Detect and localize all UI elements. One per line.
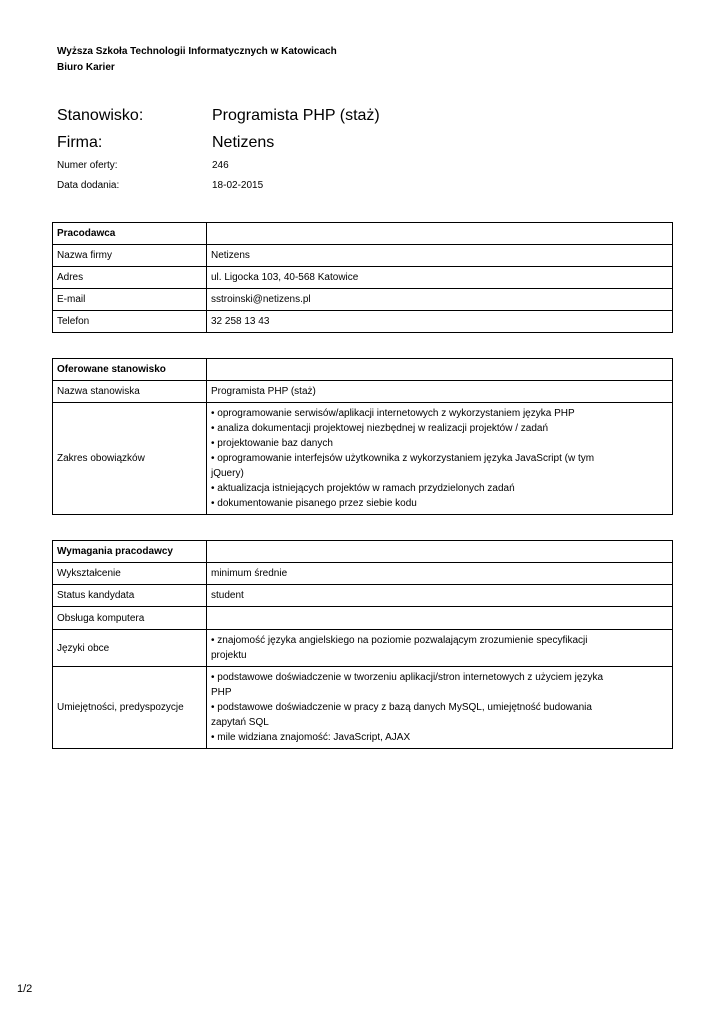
table-row: [53, 630, 673, 667]
list-item: • dokumentowanie pisanego przez siebie kodu: [211, 498, 417, 509]
list-item: • projektowanie baz danych: [211, 438, 333, 449]
list-item: • oprogramowanie serwisów/aplikacji internetowych z wykorzystaniem języka PHP: [211, 408, 575, 419]
company-name-label: Nazwa firmy: [53, 245, 207, 267]
duties-list: [207, 403, 673, 515]
requirements-heading: Wymagania pracodawcy: [53, 541, 207, 563]
phone-label: Telefon: [53, 311, 207, 333]
requirements-heading-empty: [207, 541, 673, 563]
position-name-label: Nazwa stanowiska: [53, 381, 207, 403]
table-row: [53, 585, 673, 607]
address-label: Adres: [53, 267, 207, 289]
offer-number-value: 246: [212, 160, 229, 171]
address-value: ul. Ligocka 103, 40-568 Katowice: [207, 267, 673, 289]
offered-position-heading: Oferowane stanowisko: [53, 359, 207, 381]
table-row: [53, 607, 673, 630]
table-row: [53, 245, 673, 267]
company-value: Netizens: [212, 134, 275, 151]
position-label: Stanowisko:: [57, 107, 144, 124]
org-header: [57, 44, 337, 76]
table-row: [53, 267, 673, 289]
school-name: Wyższa Szkoła Technologii Informatycznych w Katowicach: [57, 46, 337, 57]
list-item: projektu: [211, 650, 247, 661]
employer-table: [52, 222, 673, 333]
list-item: zapytań SQL: [211, 717, 269, 728]
skills-label: Umiejętności, predyspozycje: [53, 667, 207, 749]
education-label: Wykształcenie: [53, 563, 207, 585]
list-item: • podstawowe doświadczenie w tworzeniu aplikacji/stron internetowych z użyciem języka: [211, 672, 604, 683]
languages-label: Języki obce: [53, 630, 207, 667]
list-item: PHP: [211, 687, 232, 698]
table-row: [53, 403, 673, 515]
table-row: [53, 667, 673, 749]
education-value: minimum średnie: [207, 563, 673, 585]
list-item: • mile widziana znajomość: JavaScript, AJAX: [211, 732, 411, 743]
office-name: Biuro Karier: [57, 62, 115, 73]
table-row: [53, 381, 673, 403]
email-label: E-mail: [53, 289, 207, 311]
position-value: Programista PHP (staż): [212, 107, 380, 124]
company-name-value: Netizens: [207, 245, 673, 267]
table-row: [53, 289, 673, 311]
company-label: Firma:: [57, 134, 103, 151]
requirements-table: [52, 540, 673, 749]
position-name-value: Programista PHP (staż): [207, 381, 673, 403]
offered-position-heading-empty: [207, 359, 673, 381]
date-added-label: Data dodania:: [57, 180, 120, 191]
list-item: • aktualizacja istniejących projektów w ramach przydzielonych zadań: [211, 483, 515, 494]
employer-heading: Pracodawca: [53, 223, 207, 245]
page-number: 1/2: [17, 983, 33, 995]
table-row: [53, 311, 673, 333]
languages-list: [207, 630, 673, 667]
candidate-status-value: student: [207, 585, 673, 607]
date-added-value: 18-02-2015: [212, 180, 264, 191]
duties-label: Zakres obowiązków: [53, 403, 207, 515]
candidate-status-label: Status kandydata: [53, 585, 207, 607]
employer-heading-empty: [207, 223, 673, 245]
list-item: • znajomość języka angielskiego na poziomie pozwalającym zrozumienie specyfikacji: [211, 635, 588, 646]
table-row: [53, 563, 673, 585]
computer-skills-value: [207, 607, 673, 630]
skills-list: [207, 667, 673, 749]
list-item: • analiza dokumentacji projektowej niezbędnej w realizacji projektów / zadań: [211, 423, 549, 434]
offer-number-label: Numer oferty:: [57, 160, 118, 171]
offered-position-table: [52, 358, 673, 515]
computer-skills-label: Obsługa komputera: [53, 607, 207, 630]
list-item: jQuery): [211, 468, 244, 479]
list-item: • oprogramowanie interfejsów użytkownika z wykorzystaniem języka JavaScript (w tym: [211, 453, 595, 464]
list-item: • podstawowe doświadczenie w pracy z bazą danych MySQL, umiejętność budowania: [211, 702, 592, 713]
email-value: sstroinski@netizens.pl: [207, 289, 673, 311]
phone-value: 32 258 13 43: [207, 311, 673, 333]
